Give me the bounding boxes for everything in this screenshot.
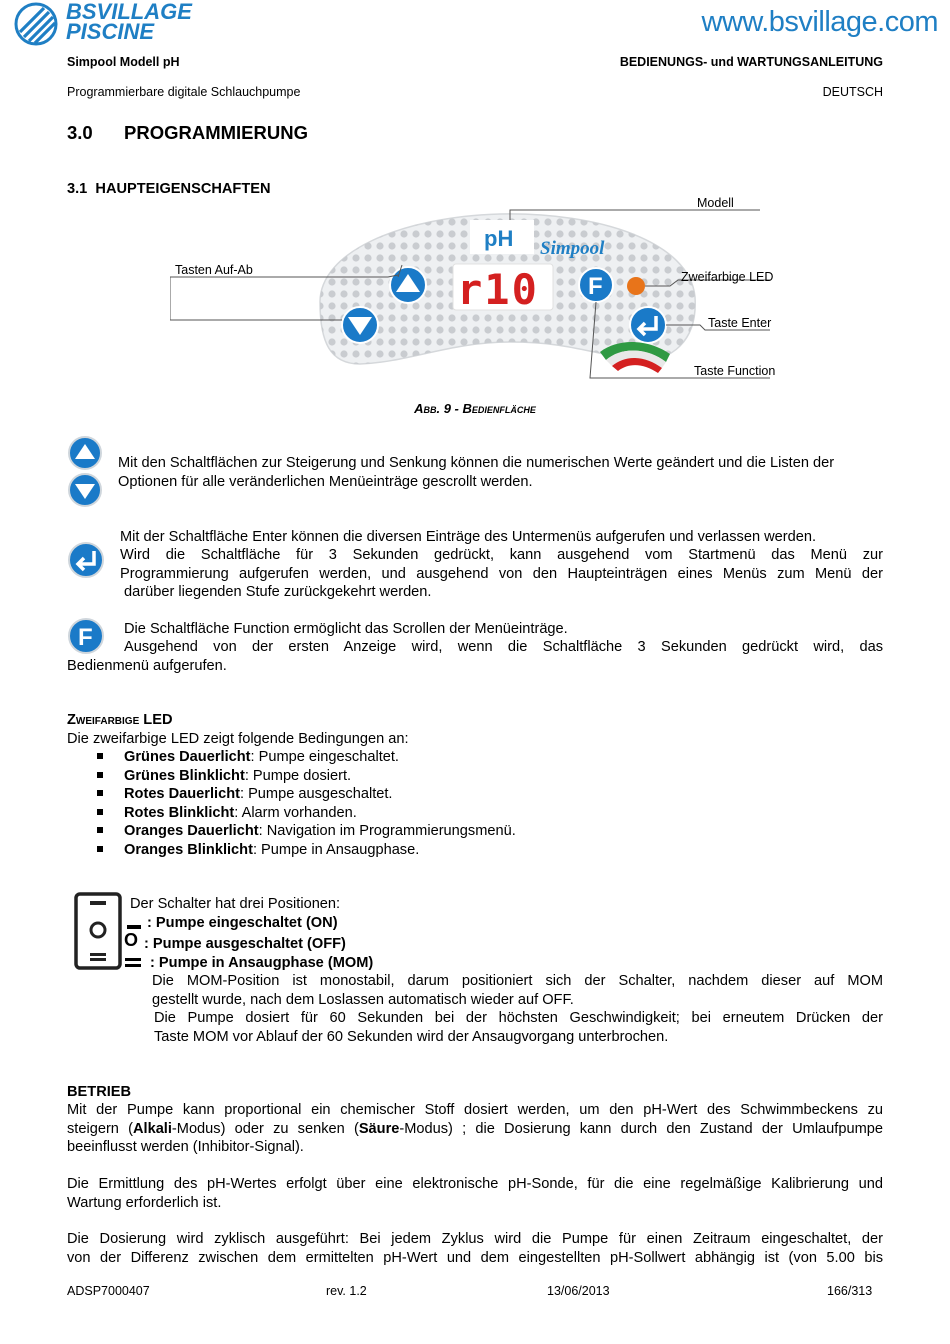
figure-caption-text: 9 - Bedienfläche — [440, 401, 536, 416]
subsection-title: HAUPTEIGENSCHAFTEN — [95, 181, 271, 197]
function-description-line-2: Ausgehend von der ersten Anzeige wird, wenn die Schaltfläche 3 Sekunden gedrückt wird, das — [124, 639, 883, 655]
switch-mom-icon — [125, 958, 141, 961]
betrieb-para2-line-1: Die Ermittlung des pH-Wertes erfolgt über eine elektronische pH-Sonde, für die eine regelmäßige Kalibrierung und — [67, 1176, 883, 1192]
switch-intro: Der Schalter hat drei Positionen: — [130, 896, 341, 912]
subsection-number: 3.1 — [67, 181, 88, 197]
switch-on-icon — [127, 925, 141, 929]
footer-doc-code: ADSP7000407 — [67, 1284, 150, 1298]
betrieb-para2-line-2: Wartung erforderlich ist. — [67, 1195, 222, 1211]
function-icon — [67, 617, 105, 655]
betrieb-para3-line-1: Die Dosierung wird zyklisch ausgeführt: Bei jedem Zyklus wird die Pumpe für einen Zeitraum eingeschaltet, der — [67, 1231, 883, 1247]
switch-para2-line-1: Die Pumpe dosiert für 60 Sekunden bei der höchsten Geschwindigkeit; bei erneutem Drücken der — [154, 1010, 883, 1026]
function-description-line-3: Bedienmenü aufgerufen. — [67, 658, 227, 674]
enter-description-line-4: darüber liegenden Stufe zurückgekehrt werden. — [124, 584, 432, 600]
switch-para1-line-2: gestellt wurde, nach dem Loslassen automatisch wieder auf OFF. — [152, 992, 574, 1008]
logo — [14, 2, 214, 46]
betrieb-para1-line-1: Mit der Pumpe kann proportional ein chemischer Stoff dosiert werden, um den pH-Wert des Schwimmbeckens zu — [67, 1102, 883, 1118]
list-item: Rotes Blinklicht: Alarm vorhanden. — [67, 804, 867, 823]
switch-off-symbol: O — [124, 930, 139, 950]
list-item: Oranges Dauerlicht: Navigation im Programmierungsmenü. — [67, 822, 867, 841]
led-heading: Zweifarbige LED — [67, 712, 173, 728]
header-language: DEUTSCH — [822, 85, 883, 99]
betrieb-para3-line-2: von der Differenz zwischen dem ermittelten pH-Wert und dem eingestellten pH-Sollwert abhängig ist (von 5.00 bis — [67, 1250, 883, 1266]
label-enter-key: Taste Enter — [708, 316, 772, 330]
website-url[interactable]: www.bsvillage.com — [701, 6, 938, 38]
footer-revision: rev. 1.2 — [326, 1284, 367, 1298]
list-item: Oranges Blinklicht: Pumpe in Ansaugphase. — [67, 841, 867, 860]
list-item: Grünes Blinklicht: Pumpe dosiert. — [67, 767, 867, 786]
panel-brand-text: Simpool — [540, 238, 605, 259]
led-conditions-list — [67, 748, 867, 859]
label-model: Modell — [697, 196, 734, 210]
list-item: Grünes Dauerlicht: Pumpe eingeschaltet. — [67, 748, 867, 767]
footer-date: 13/06/2013 — [547, 1284, 610, 1298]
enter-icon — [67, 541, 105, 579]
panel-led — [627, 277, 645, 295]
switch-icon — [74, 892, 122, 970]
switch-mom-icon-2 — [125, 964, 141, 967]
enter-description-line-2: Wird die Schaltfläche für 3 Sekunden gedrückt, kann ausgehend vom Startmenü das Menü zur — [120, 547, 883, 563]
panel-enter-button — [630, 307, 666, 343]
label-function-key: Taste Function — [694, 364, 776, 378]
control-panel-svg — [170, 192, 790, 387]
section-heading — [67, 122, 308, 144]
logo-line-2: PISCINE — [66, 19, 155, 44]
logo-emblem-icon — [14, 2, 60, 46]
figure-caption — [0, 401, 950, 416]
header-manual-type: BEDIENUNGS- und WARTUNGSANLEITUNG — [619, 55, 883, 69]
svg-text:F: F — [588, 273, 603, 300]
panel-ph-text: pH — [484, 226, 514, 251]
svg-text:F: F — [78, 624, 93, 651]
header-model: Simpool Modell pH — [67, 55, 180, 69]
switch-para2-line-2: Taste MOM vor Ablauf der 60 Sekunden wird der Ansaugvorgang unterbrochen. — [154, 1029, 669, 1045]
label-led: Zweifarbige LED — [681, 270, 774, 284]
down-arrow-icon — [67, 472, 103, 508]
figure-caption-abbr: Abb. — [414, 401, 441, 416]
logo-line-1: BSVILLAGE — [66, 0, 192, 24]
header-subtitle: Programmierbare digitale Schlauchpumpe — [67, 85, 301, 99]
section-title: PROGRAMMIERUNG — [124, 122, 308, 143]
switch-mom-text: : Pumpe in Ansaugphase (MOM) — [150, 955, 374, 971]
betrieb-heading: BETRIEB — [67, 1084, 132, 1100]
footer-page-number: 166/313 — [827, 1284, 873, 1298]
panel-display: r10 — [457, 265, 539, 314]
updown-description: Mit den Schaltflächen zur Steigerung und Senkung können die numerischen Werte geändert und die Listen der Optionen für alle veränderlichen Menüeinträge gescrollt werden. — [118, 455, 835, 490]
switch-on-text: : Pumpe eingeschaltet (ON) — [147, 915, 338, 931]
control-panel-figure — [170, 192, 790, 387]
label-updown-keys: Tasten Auf-Ab — [175, 263, 253, 277]
enter-description-line-3: Programmierung aufgerufen werden, und ausgehend von den Haupteinträgen eines Menüs zum Menü der — [120, 566, 883, 582]
up-arrow-icon — [67, 435, 103, 471]
list-item: Rotes Dauerlicht: Pumpe ausgeschaltet. — [67, 785, 867, 804]
function-description-line-1: Die Schaltfläche Function ermöglicht das Scrollen der Menüeinträge. — [124, 621, 568, 637]
betrieb-para1-line-3: beeinflusst werden (Inhibitor-Signal). — [67, 1139, 304, 1155]
enter-description-line-1: Mit der Schaltfläche Enter können die diversen Einträge des Untermenüs aufgerufen und verlassen werden. — [120, 529, 817, 545]
switch-para1-line-1: Die MOM-Position ist monostabil, darum positioniert sich der Schalter, nachdem dieser auf MOM — [152, 973, 883, 989]
betrieb-para1-line-2: steigern (Alkali-Modus) oder zu senken (Säure-Modus) ; die Dosierung kann durch den Zustand der Umlaufpumpe — [67, 1121, 883, 1137]
switch-off-text: : Pumpe ausgeschaltet (OFF) — [144, 936, 346, 952]
section-number: 3.0 — [67, 122, 93, 143]
led-intro: Die zweifarbige LED zeigt folgende Bedingungen an: — [67, 731, 409, 747]
